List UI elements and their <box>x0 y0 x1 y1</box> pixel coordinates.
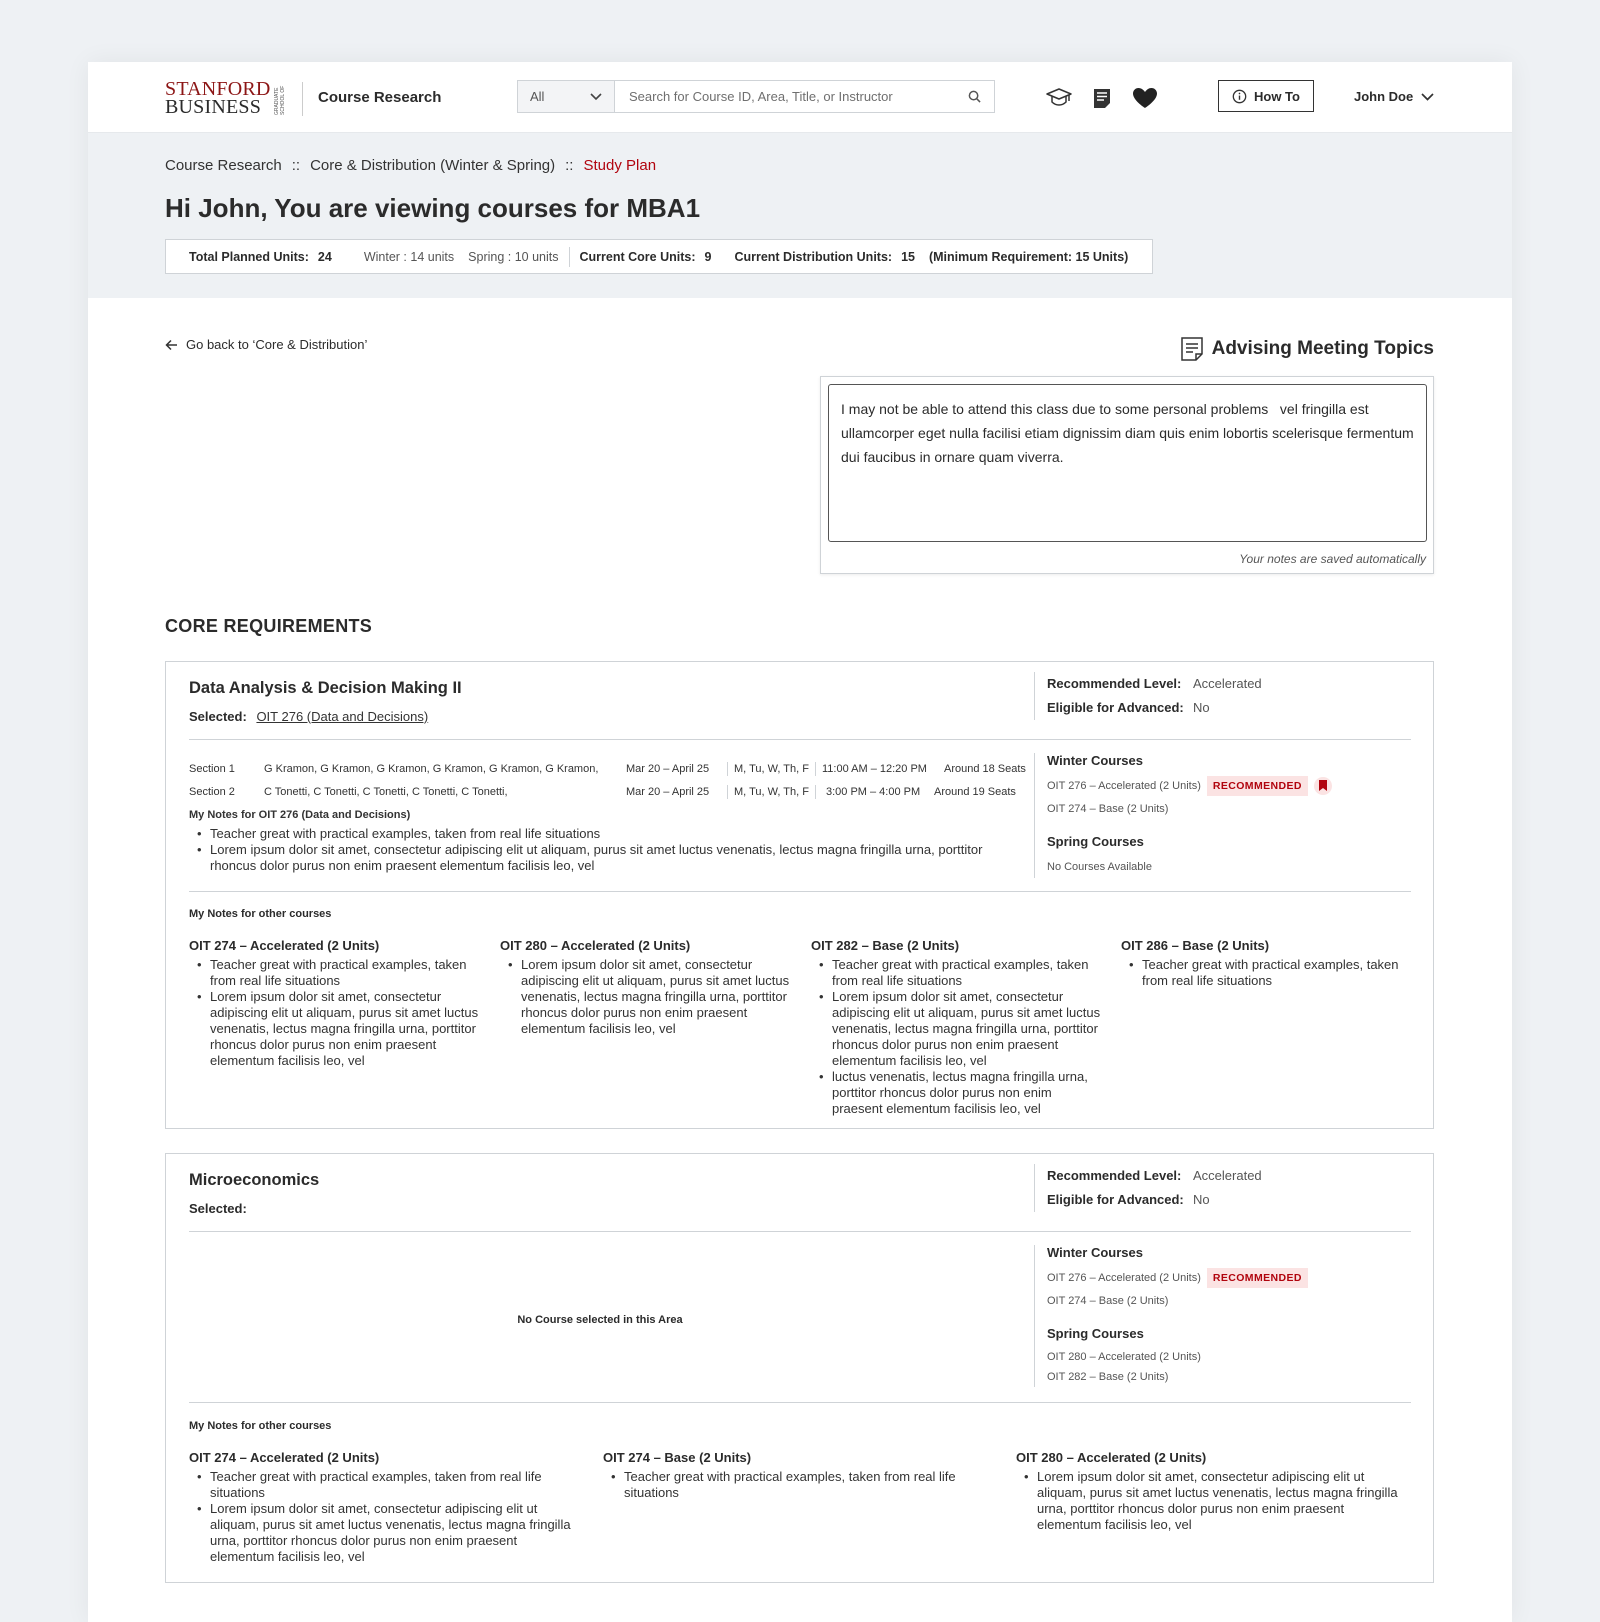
total-units-value: 24 <box>317 249 332 264</box>
divider <box>189 891 1411 892</box>
other-note-title: OIT 274 – Base (2 Units) <box>603 1450 752 1465</box>
graduation-cap-icon <box>1046 87 1072 109</box>
other-note-column <box>500 938 790 1037</box>
course-option-label: OIT 274 – Base (2 Units) <box>1047 802 1169 815</box>
section-days: M, Tu, W, Th, F <box>734 785 809 798</box>
info-icon <box>1232 89 1247 104</box>
eligible-value: No <box>1193 1192 1210 1207</box>
other-note-title: OIT 286 – Base (2 Units) <box>1121 938 1270 953</box>
minimum-requirement: (Minimum Requirement: 15 Units) <box>928 249 1129 264</box>
top-nav <box>88 62 1512 133</box>
other-note-list <box>189 1469 584 1565</box>
list-item: • Lorem ipsum dolor sit amet, consectetur adipiscing elit ut aliquam, purus sit amet luctus venenatis, lectus magna fringilla urna, porttitor rhoncus dolor purus non enim praesent elementum facilisis leo, vel <box>500 957 790 1037</box>
course-option[interactable] <box>1047 1367 1308 1387</box>
logo-line2: BUSINESS <box>165 96 262 118</box>
course-option[interactable] <box>1047 1289 1308 1312</box>
other-note-title: OIT 280 – Accelerated (2 Units) <box>1016 1450 1207 1465</box>
core-requirements-heading: CORE REQUIREMENTS <box>165 616 373 636</box>
notes-button[interactable] <box>1088 84 1116 112</box>
other-note-column <box>811 938 1101 1117</box>
recommended-badge: RECOMMENDED <box>1207 1268 1308 1288</box>
winter-courses-heading: Winter Courses <box>1047 1245 1143 1260</box>
rec-level-label: Recommended Level: <box>1047 676 1182 691</box>
logo-divider <box>302 82 303 116</box>
core-units-label: Current Core Units: <box>579 249 696 264</box>
list-item: • Teacher great with practical examples, taken from real life situations <box>189 1469 584 1501</box>
logo-line1: STANFORD <box>165 78 271 100</box>
course-options <box>1034 753 1332 878</box>
empty-selection-message: No Course selected in this Area <box>517 1314 683 1326</box>
section-dates: Mar 20 – April 25 <box>626 785 710 798</box>
rec-level-label: Recommended Level: <box>1047 1168 1182 1183</box>
heart-icon <box>1132 87 1158 109</box>
other-note-column <box>1121 938 1411 989</box>
other-note-column <box>189 1450 584 1565</box>
advising-title-label: Advising Meeting Topics <box>1211 338 1434 359</box>
list-item: • luctus venenatis, lectus magna fringilla urna, porttitor rhoncus dolor purus non enim praesent elementum facilisis leo, vel <box>811 1069 1101 1117</box>
breadcrumb-core-distribution[interactable]: Core & Distribution (Winter & Spring) <box>310 157 556 174</box>
advising-title <box>1180 336 1434 362</box>
breadcrumb-separator: :: <box>565 157 574 174</box>
units-divider <box>569 247 570 267</box>
other-notes-heading: My Notes for other courses <box>189 908 332 920</box>
how-to-button[interactable] <box>1218 80 1314 112</box>
section-row[interactable] <box>189 757 1026 780</box>
search-input[interactable] <box>615 81 954 112</box>
logo-small-text: GRADUATE SCHOOL OF <box>273 85 286 115</box>
user-name: John Doe <box>1354 89 1414 104</box>
distribution-units-label: Current Distribution Units: <box>734 249 893 264</box>
units-summary <box>165 239 1153 274</box>
list-item: • Teacher great with practical examples, taken from real life situations <box>811 957 1101 989</box>
section-divider <box>815 762 816 776</box>
card-title: Data Analysis & Decision Making II <box>189 679 462 697</box>
winter-units: Winter : 14 units <box>363 249 455 264</box>
how-to-label: How To <box>1254 88 1300 104</box>
eligible-label: Eligible for Advanced: <box>1047 1192 1184 1207</box>
other-note-column <box>189 938 479 1069</box>
list-item: • Lorem ipsum dolor sit amet, consectetur adipiscing elit ut aliquam, purus sit amet luctus venenatis, lectus magna fringilla urna, porttitor rhoncus dolor purus non enim praesent elementum facilisis leo, vel <box>189 989 479 1069</box>
recommendation-info <box>1034 672 1262 720</box>
course-option-label: OIT 276 – Accelerated (2 Units) <box>1047 779 1201 792</box>
other-note-list <box>1121 957 1411 989</box>
section-name: Section 2 <box>189 785 235 798</box>
list-item: • Teacher great with practical examples, taken from real life situations <box>189 826 1009 842</box>
other-note-title: OIT 280 – Accelerated (2 Units) <box>500 938 691 953</box>
my-notes-list <box>189 826 1009 874</box>
recommendation-info <box>1034 1164 1262 1212</box>
section-dates: Mar 20 – April 25 <box>626 762 710 775</box>
my-notes-heading: My Notes for OIT 276 (Data and Decisions) <box>189 809 411 821</box>
list-item: • Teacher great with practical examples, taken from real life situations <box>189 957 479 989</box>
other-note-title: OIT 274 – Accelerated (2 Units) <box>189 1450 380 1465</box>
eligible-value: No <box>1193 700 1210 715</box>
course-options <box>1034 1245 1308 1387</box>
other-note-column <box>603 1450 988 1501</box>
list-item: • Lorem ipsum dolor sit amet, consectetur adipiscing elit ut aliquam, purus sit amet luctus venenatis, lectus magna fringilla urna, porttitor rhoncus dolor purus non enim praesent elementum facilisis leo, vel <box>189 842 1009 874</box>
course-option[interactable] <box>1047 1266 1308 1289</box>
section-seats: Around 18 Seats <box>943 762 1026 775</box>
advising-notes-textarea[interactable] <box>828 384 1427 542</box>
arrow-left-icon <box>165 339 178 351</box>
selected-course-link[interactable]: OIT 276 (Data and Decisions) <box>256 709 429 724</box>
section-days: M, Tu, W, Th, F <box>734 762 809 775</box>
course-option-label: No Courses Available <box>1047 860 1152 873</box>
no-courses-text <box>1047 855 1332 878</box>
course-option[interactable] <box>1047 774 1332 797</box>
section-divider <box>815 785 816 799</box>
advising-notes-panel <box>820 376 1434 574</box>
notes-icon <box>1180 336 1204 362</box>
other-note-column <box>1016 1450 1411 1533</box>
breadcrumb-current: Study Plan <box>583 157 657 174</box>
selected-course <box>189 709 428 724</box>
back-link-label: Go back to ‘Core & Distribution’ <box>186 337 368 352</box>
course-option-label: OIT 280 – Accelerated (2 Units) <box>1047 1351 1201 1363</box>
other-note-title: OIT 274 – Accelerated (2 Units) <box>189 938 380 953</box>
winter-courses-heading: Winter Courses <box>1047 753 1143 768</box>
spring-units: Spring : 10 units <box>468 249 559 264</box>
list-item: • Lorem ipsum dolor sit amet, consectetur adipiscing elit ut aliquam, purus sit amet luctus venenatis, lectus magna fringilla urna, porttitor rhoncus dolor purus non enim praesent elementum facilisis leo, vel <box>811 989 1101 1069</box>
search-scope-value: All <box>530 89 545 104</box>
section-name: Section 1 <box>189 762 235 775</box>
section-seats: Around 19 Seats <box>933 785 1016 798</box>
breadcrumb-separator: :: <box>291 157 301 174</box>
spring-courses-heading: Spring Courses <box>1047 834 1144 849</box>
divider <box>189 739 1411 740</box>
requirement-card-data-analysis <box>165 661 1434 1129</box>
section-divider <box>727 785 728 799</box>
section-list <box>189 757 1026 874</box>
stanford-business-logo[interactable] <box>165 80 286 116</box>
search-scope-select[interactable] <box>518 81 615 112</box>
selected-label: Selected: <box>189 1201 247 1216</box>
section-instructors: G Kramon, G Kramon, G Kramon, G Kramon, G Kramon, G Kramon, <box>264 762 599 775</box>
search-button[interactable] <box>954 81 994 112</box>
eligible-label: Eligible for Advanced: <box>1047 700 1184 715</box>
course-option[interactable] <box>1047 1347 1308 1367</box>
breadcrumb-course-research[interactable]: Course Research <box>165 157 282 174</box>
recommended-badge: RECOMMENDED <box>1207 776 1308 796</box>
back-link[interactable] <box>165 337 367 352</box>
app-title: Course Research <box>318 89 442 106</box>
section-divider <box>727 762 728 776</box>
bookmark-button[interactable] <box>1314 777 1332 795</box>
course-option[interactable] <box>1047 797 1332 820</box>
rec-level-value: Accelerated <box>1193 1168 1262 1183</box>
distribution-units-value: 15 <box>901 249 915 264</box>
app-window <box>88 62 1512 1622</box>
chevron-down-icon <box>1421 93 1434 101</box>
selected-label: Selected: <box>189 709 247 724</box>
search-icon <box>968 90 981 103</box>
spring-courses-heading: Spring Courses <box>1047 1326 1144 1341</box>
other-note-list <box>189 957 479 1069</box>
notes-icon <box>1092 87 1112 109</box>
page-header-band <box>88 133 1512 298</box>
section-time: 3:00 PM – 4:00 PM <box>825 785 921 798</box>
list-item: • Lorem ipsum dolor sit amet, consectetur adipiscing elit ut aliquam, purus sit amet luctus venenatis, lectus magna fringilla urna, porttitor rhoncus dolor purus non enim praesent elementum facilisis leo, vel <box>1016 1469 1411 1533</box>
rec-level-value: Accelerated <box>1193 676 1262 691</box>
autosave-hint: Your notes are saved automatically <box>1239 552 1426 566</box>
other-notes-heading: My Notes for other courses <box>189 1420 332 1432</box>
other-note-list <box>811 957 1101 1117</box>
total-units-label: Total Planned Units: <box>189 249 309 264</box>
breadcrumb <box>165 157 656 174</box>
list-item: • Teacher great with practical examples, taken from real life situations <box>1121 957 1411 989</box>
search-bar <box>517 80 995 113</box>
other-note-title: OIT 282 – Base (2 Units) <box>811 938 960 953</box>
course-option-label: OIT 276 – Accelerated (2 Units) <box>1047 1271 1201 1284</box>
other-note-list <box>603 1469 988 1501</box>
course-option-label: OIT 274 – Base (2 Units) <box>1047 1294 1169 1307</box>
core-units-value: 9 <box>704 249 712 264</box>
chevron-down-icon <box>590 93 602 101</box>
course-option-label: OIT 282 – Base (2 Units) <box>1047 1371 1169 1383</box>
section-row[interactable] <box>189 780 1026 803</box>
section-time: 11:00 AM – 12:20 PM <box>821 762 927 775</box>
requirement-card-microeconomics <box>165 1153 1434 1583</box>
graduation-cap-button[interactable] <box>1045 84 1073 112</box>
list-item: • Lorem ipsum dolor sit amet, consectetur adipiscing elit ut aliquam, purus sit amet luctus venenatis, lectus magna fringilla urna, porttitor rhoncus dolor purus non enim praesent elementum facilisis leo, vel <box>189 1501 584 1565</box>
bookmark-icon <box>1319 780 1327 791</box>
card-title: Microeconomics <box>189 1171 320 1189</box>
divider <box>189 1402 1411 1403</box>
page-title: Hi John, You are viewing courses for MBA1 <box>165 193 701 223</box>
selected-course <box>189 1201 247 1216</box>
favorites-button[interactable] <box>1131 84 1159 112</box>
divider <box>189 1231 1411 1232</box>
other-note-list <box>1016 1469 1411 1533</box>
user-menu[interactable] <box>1354 89 1434 104</box>
logo-wordmark <box>165 80 271 116</box>
section-instructors: C Tonetti, C Tonetti, C Tonetti, C Tonetti, C Tonetti, <box>264 785 508 798</box>
list-item: • Teacher great with practical examples, taken from real life situations <box>603 1469 988 1501</box>
other-note-list <box>500 957 790 1037</box>
